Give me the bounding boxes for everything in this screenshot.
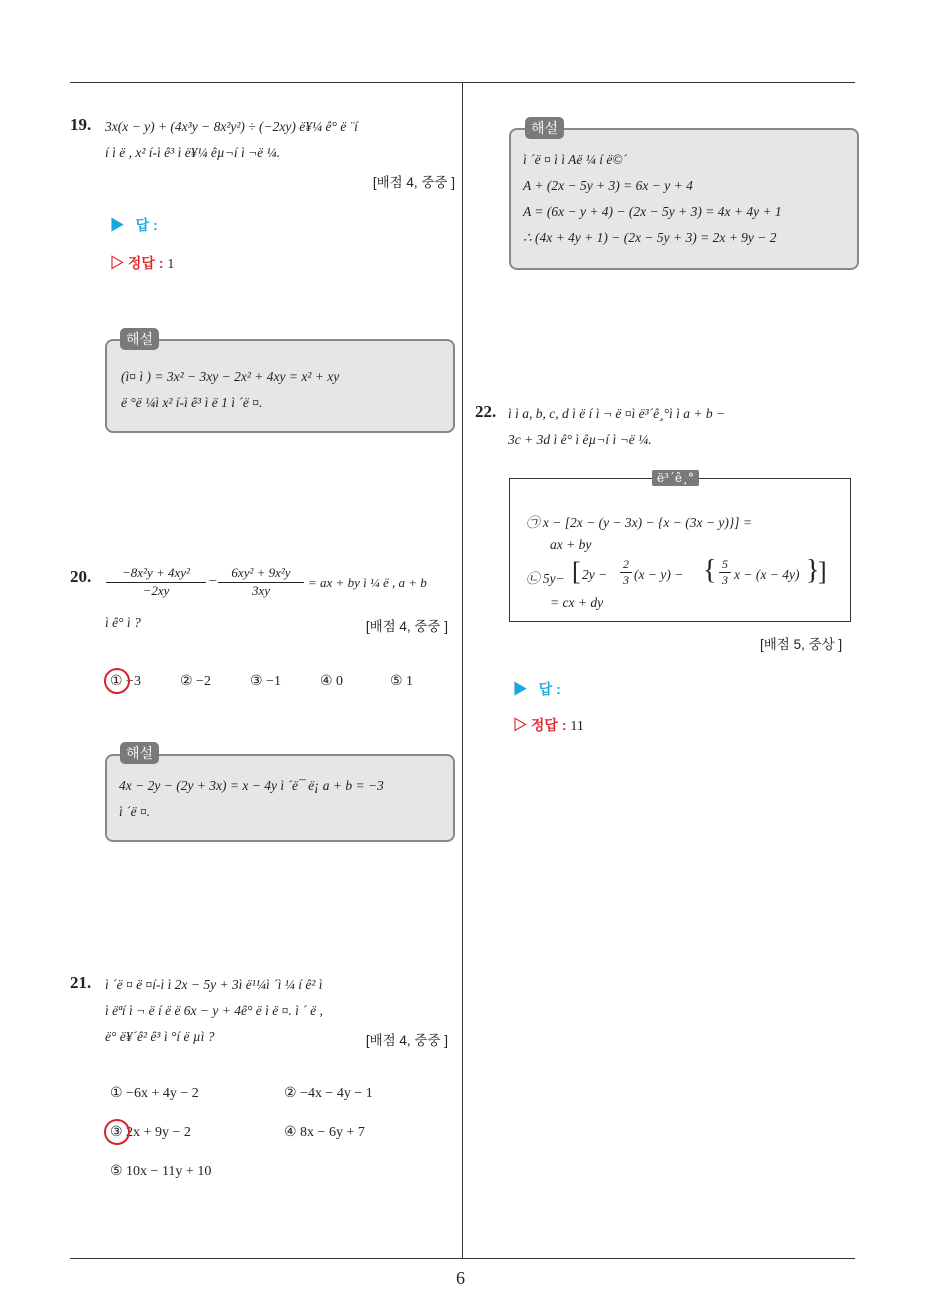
choice-2[interactable]: ② −4x − 4y − 1	[284, 1086, 373, 1101]
question-20: 20. $\frac{\text{−8x²y + 4xy²}}{-2xy}$ − $\frac{\text{6xy² + 9x²y}}{3xy}$ = ax + by ì ¼ ë , a + b ì ê° ì ? [배점 4, 중중 ]	[70, 565, 448, 634]
choice-3[interactable]: ③ −1	[250, 674, 281, 689]
question-text-line-2: ì ê° ì ?	[105, 615, 141, 630]
answer-field: ▶ 답 :	[110, 217, 158, 233]
question-meta: [배점 5, 중상 ]	[760, 637, 843, 652]
answer-key: ▷ 정답 : 11	[513, 717, 584, 734]
question-text-line-1: ì ì a, b, c, d ì ë í ì ¬ ë ¤ì ë³´ê¸°ì ì a + b −	[508, 406, 726, 421]
bottom-rule	[70, 1258, 855, 1259]
answer-key: ▷ 정답 : 1	[110, 255, 175, 272]
question-number: 20.	[70, 567, 92, 586]
explanation-line-2: A + (2x − 5y + 3) = 6x − y + 4	[523, 178, 693, 193]
column-divider	[462, 82, 463, 1258]
answer-key-value: 11	[570, 719, 584, 734]
question-22	[475, 402, 860, 462]
question-19	[70, 115, 455, 495]
choice-4[interactable]: ④ 8x − 6y + 7	[284, 1125, 365, 1140]
question-21	[70, 973, 455, 1053]
choice-3[interactable]: ③ 2x + 9y − 2	[110, 1125, 191, 1140]
explanation-tag: 해설	[525, 117, 564, 139]
question-text-line-1: ì ´ë ¤ ë ¤í‑ì ì 2x − 5y + 3ì ë¹¼ì ´ì ¼ í ê² ì	[105, 977, 323, 992]
explanation-line-1: ì ´ë ¤ ì ì Aë ¼ í ë©´	[523, 152, 628, 167]
fraction-2-denominator: 3xy	[251, 583, 271, 598]
explanation-line-1: 4x − 2y − (2y + 3x) = x − 4y ì ´ë¯ ë¡ a + b = −3	[119, 778, 384, 793]
fraction-1	[106, 565, 206, 599]
explanation-tag: 해설	[120, 742, 159, 764]
choice-4[interactable]: ④ 0	[320, 674, 344, 689]
choice-2[interactable]: ② −2	[180, 674, 211, 689]
choice-5[interactable]: ⑤ 1	[390, 674, 414, 689]
example-box: ㉠ x − [2x − (y − 3x) − {x − (3x − y)}] = ax + by ㉡ 5y− [ 2y − 2 3 (x − y) − { 5 3 x − (x − 4y) } ] = cx + dy	[509, 478, 851, 622]
example-fraction-2: 5 3	[719, 557, 731, 588]
fraction-2	[218, 565, 304, 599]
question-number: 22.	[475, 402, 497, 421]
explanation-line-3: A = (6x − y + 4) − (2x − 5y + 3) = 4x + 4y + 1	[523, 204, 782, 219]
example-1-line-1: ㉠ x − [2x − (y − 3x) − {x − (3x − y)}] =	[526, 515, 752, 530]
question-text-line-2: 3c + 3d ì ê° ì êµ¬í ì ¬ë ¼.	[508, 432, 652, 447]
explanation-box-21	[509, 128, 859, 270]
explanation-line-2: ë °ë ¼ì x² í‑ì ê³ ì ë 1 ì ´ë ¤.	[121, 395, 263, 410]
question-text-line-3: ë° ë¥´ê² ê³ ì °í ë µì ?	[105, 1029, 215, 1044]
question-text-tail: = ax + by ì ¼ ë , a + b	[308, 575, 427, 590]
explanation-tag: 해설	[120, 328, 159, 350]
answer-key-value: 1	[167, 257, 175, 272]
question-text-line-2: ì ëªí ì ¬ ë í ë ë 6x − y + 4ê° ë ì ë ¤. ì ´ ë ,	[105, 1003, 323, 1018]
choices-20	[108, 673, 458, 697]
question-text-line-2: í ì ë , x² í‑ì ê³ ì ë¥¼ êµ¬í ì ¬ë ¼.	[105, 145, 281, 160]
question-number: 19.	[70, 115, 92, 134]
choices-21	[108, 1085, 458, 1185]
explanation-line-1: (ì¤ ì ) = 3x² − 3xy − 2x² + 4xy = x² + xy	[121, 369, 340, 384]
explanation-box-20	[105, 754, 455, 842]
explanation-line-2: ì ´ë ¤.	[119, 804, 151, 819]
selected-answer-mark	[104, 668, 130, 694]
answer-field: ▶ 답 :	[513, 681, 561, 697]
example-box-tag: ë³´ê¸°	[652, 470, 699, 486]
question-number: 21.	[70, 973, 92, 992]
page-number: 6	[456, 1268, 465, 1288]
choice-1[interactable]: ① −3	[110, 674, 141, 689]
example-2-line-2: = cx + dy	[550, 595, 604, 610]
question-text-line-1: 3x(x − y) + (4x³y − 8x²y²) ÷ (−2xy) ë¥¼ ê° ë ¨í	[105, 119, 358, 134]
selected-answer-mark	[104, 1119, 130, 1145]
explanation-line-4: ∴ (4x + 4y + 1) − (2x − 5y + 3) = 2x + 9y − 2	[523, 230, 777, 245]
choice-5[interactable]: ⑤ 10x − 11y + 10	[110, 1164, 212, 1179]
example-fraction-1: 2 3	[620, 557, 632, 588]
explanation-box-19	[105, 339, 455, 433]
fraction-1-denominator: −2xy	[142, 583, 170, 598]
question-meta: [배점 4, 중중 ]	[365, 619, 448, 634]
question-meta: [배점 4, 중중 ]	[372, 175, 455, 190]
question-meta: [배점 4, 중중 ]	[365, 1033, 448, 1048]
fraction-1-numerator: −8x²y + 4xy²	[106, 565, 206, 583]
fraction-2-numerator: 6xy² + 9x²y	[218, 565, 304, 583]
example-1-line-2: ax + by	[550, 537, 592, 552]
choice-1[interactable]: ① −6x + 4y − 2	[110, 1086, 199, 1101]
